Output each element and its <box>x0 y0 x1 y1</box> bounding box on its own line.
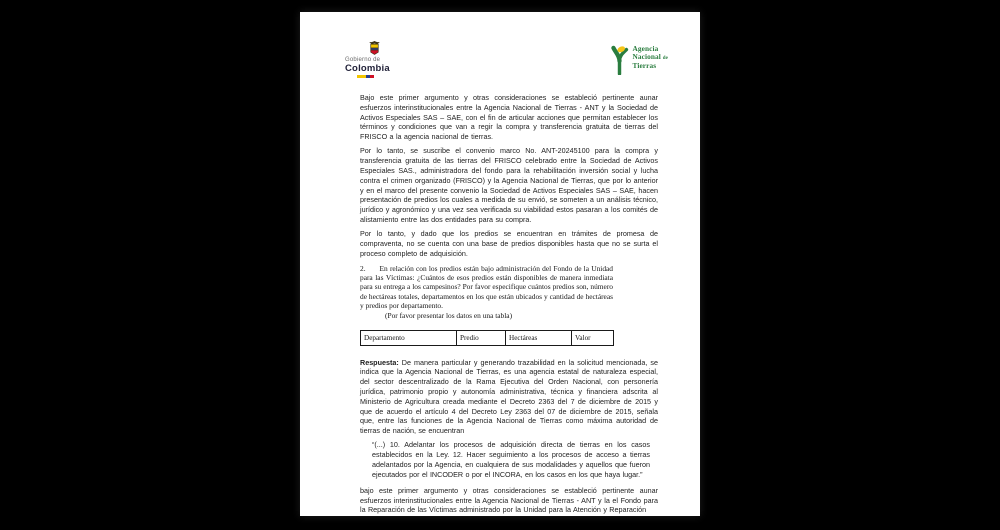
respuesta-paragraph <box>360 358 658 436</box>
column-header-predio: Predio <box>457 331 506 346</box>
flag-yellow-segment <box>357 75 366 78</box>
respuesta-text: De manera particular y generando trazabilidad en la solicitud mencionada, se indica que la Agencia Nacional de Tierras, es una agencia estatal de naturaleza especial, del sector descentralizado de la Rama Ejecutiva del Orden Nacional, con personería jurídica, patrimonio propio y autonomía administrativa, técnica y financiera adscrita al Ministerio de Agricultura creada mediante el Decreto 2363 del 7 de diciembre de 2015 y que de acuerdo el artículo 4 del Decreto Ley 2363 del 07 de diciembre de 2015, señala que, entre las funciones de la Agencia Nacional de Tierras como máxima autoridad de tierras de nación, se encuentran <box>360 357 658 436</box>
table-header-row <box>361 331 614 346</box>
paragraph-tramites: Por lo tanto, y dado que los predios se encuentran en trámites de promesa de compraventa, no se cuenta con una base de predios disponibles hasta que no se surta el proceso completo de adquisición. <box>360 229 658 258</box>
paragraph-intro: Bajo este primer argumento y otras consideraciones se estableció pertinente aunar esfuerzos interinstitucionales entre la Agencia Nacional de Tierras - ANT y la Sociedad de Activos Especiales SAS – SAE, con el fin de articular acciones que permitan establecer los términos y condiciones que van a regir la compra y transferencia gratuita de tierras del FRISCO a la agencia nacional de tierras. <box>360 93 658 142</box>
predios-table <box>360 330 614 346</box>
ant-logo-line1: Agencia <box>632 44 659 53</box>
colombia-crest-icon <box>367 41 382 56</box>
paragraph-convenio-marco: Por lo tanto, se suscribe el convenio marco No. ANT-20245100 para la compra y transferencia gratuita de las tierras del FRISCO celebrado entre la Sociedad de Activos Especiales SAS., administradora del fondo para la rehabilitación inversión social y lucha contra el crimen organizado (FRISCO) y la Agencia Nacional de Tierras, que por lo anterior y en el marco del presente convenio la Sociedad de Activos Especiales SAS – SAE, hacen presentación de predios los cuales a medida de su envió, se someten a un análisis técnico, jurídico y agronómico y una vez sea verificada su viabilidad estos pasaran a los comités de alistamiento entre las dos entidades para su compra. <box>360 146 658 225</box>
document-content <box>300 12 700 515</box>
ant-logo-de: de <box>662 55 668 61</box>
ant-logo-line2: Nacional de <box>632 51 668 61</box>
colombia-flag-strip <box>357 75 374 78</box>
ant-logo-text <box>632 45 668 70</box>
ant-logo-line3: Tierras <box>632 61 657 71</box>
column-header-valor: Valor <box>572 331 614 346</box>
document-page <box>300 12 700 516</box>
ant-tree-icon <box>610 45 629 75</box>
column-header-hectareas: Hectáreas <box>506 331 572 346</box>
respuesta-label: Respuesta: <box>360 357 399 367</box>
agencia-nacional-tierras-logo <box>610 45 668 75</box>
question-text: En relación con los predios están bajo administración del Fondo de la Unidad para las Víctimas: ¿Cuántos de esos predios están disponibles de manera inmediata para su entrega a los campesinos? Por favor especifique cuántos predios son, número de hectáreas totales, departamentos en los que están ubicados y cantidad de hectáreas y predios por departamento. <box>360 263 613 310</box>
quote-block: “(...) 10. Adelantar los procesos de adquisición directa de tierras en los casos establecidos en la Ley. 12. Hacer seguimiento a los procesos de acceso a tierras adelantados por la Agencia, en cualquiera de sus modalidades y aquellos que fueron ejecutados por el INCODER o por el INCORA, en los casos en los que haya lugar.” <box>372 440 650 479</box>
column-header-departamento: Departamento <box>361 331 457 346</box>
question-block <box>360 264 613 310</box>
gov-logo-title: Colombia <box>345 62 390 74</box>
question-number: 2. <box>360 263 366 273</box>
document-header <box>345 41 668 86</box>
question-note: (Por favor presentar los datos en una tabla) <box>385 311 513 321</box>
gobierno-colombia-logo <box>345 41 403 78</box>
flag-red-segment <box>370 75 374 78</box>
paragraph-closing: bajo este primer argumento y otras consideraciones se estableció pertinente aunar esfuerzos interinstitucionales entre la Agencia Nacional de Tierras - ANT y la el Fondo para la Reparación de las Víctimas administrado por la Unidad para la Atención y Reparación <box>360 485 658 515</box>
gov-logo-subtitle: Gobierno de <box>345 57 381 63</box>
